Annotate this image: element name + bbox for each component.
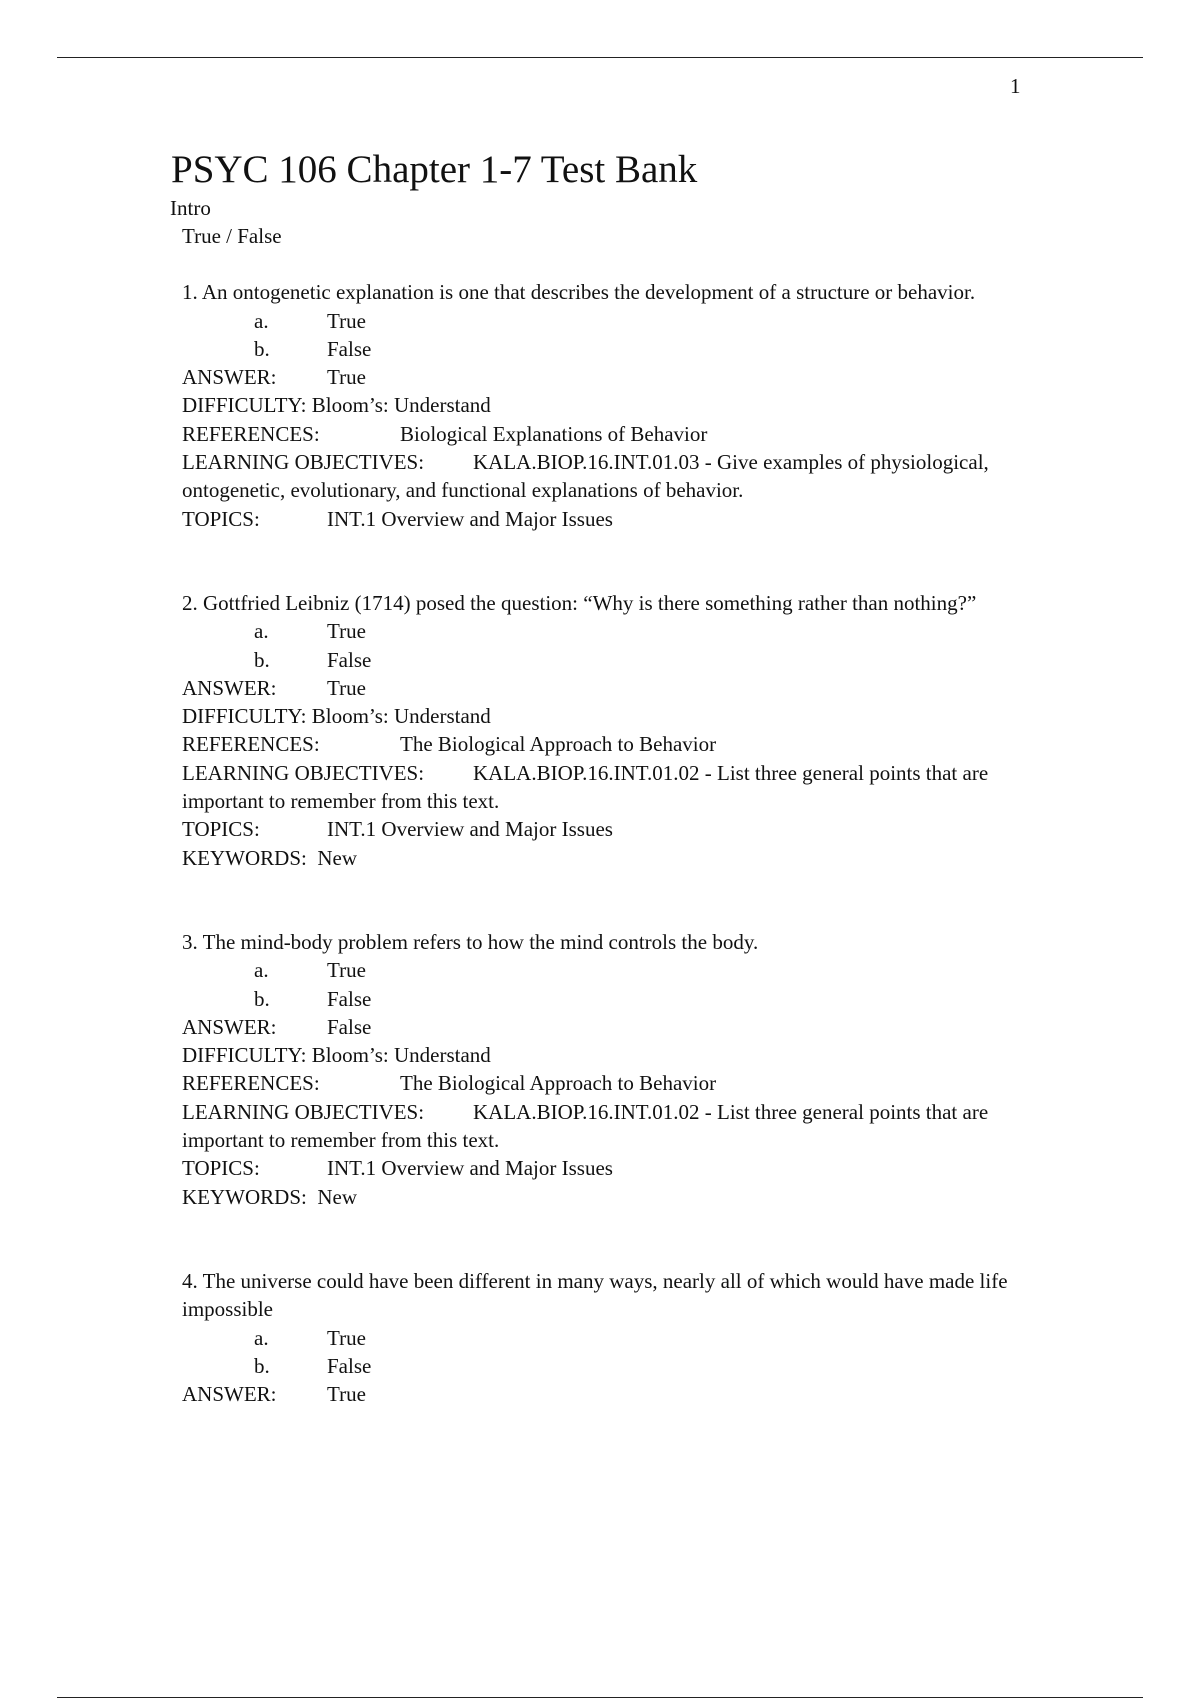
section-heading: Intro (170, 196, 211, 220)
footer-rule (57, 1697, 1143, 1698)
difficulty-label: DIFFICULTY: (182, 1043, 307, 1068)
choice-letter: b. (254, 647, 270, 672)
difficulty-label: DIFFICULTY: (182, 393, 307, 418)
question-4 (182, 1267, 1051, 1408)
keywords-label: KEYWORDS: (182, 845, 307, 870)
answer-label: ANSWER: (182, 365, 277, 390)
question-text: 2. Gottfried Leibniz (1714) posed the question: “Why is there something rather than nothing?” (182, 590, 977, 615)
learning-objectives-value: KALA.BIOP.16.INT.01.02 - List three general points that are important to remember from this text. (182, 760, 989, 814)
keywords-row (182, 844, 1051, 872)
question-text: 1. An ontogenetic explanation is one that describes the development of a structure or behavior. (182, 280, 976, 305)
choice-a (182, 617, 1051, 645)
topics-row (182, 505, 1051, 533)
document-body (171, 146, 1051, 1464)
learning-objectives-value: KALA.BIOP.16.INT.01.03 - Give examples of physiological, ontogenetic, evolutionary, and functional explanations of behavior. (182, 450, 989, 503)
question-text: 4. The universe could have been different in many ways, nearly all of which would have made life impossible (182, 1268, 1008, 1322)
topics-value: INT.1 Overview and Major Issues (327, 817, 613, 842)
answer-value: True (327, 1382, 366, 1407)
references-label: REFERENCES: (182, 421, 320, 446)
question-list (182, 222, 1051, 1408)
choice-letter: b. (254, 336, 270, 361)
references-row (182, 730, 1051, 758)
difficulty-row (182, 702, 1051, 730)
topics-label: TOPICS: (182, 1156, 260, 1181)
question-type-heading: True / False (182, 224, 282, 248)
choice-letter: a. (254, 619, 269, 644)
choice-text: True (327, 1325, 366, 1350)
choice-a (182, 1324, 1051, 1352)
answer-row (182, 674, 1051, 702)
difficulty-label: DIFFICULTY: (182, 704, 307, 729)
question-text: 3. The mind-body problem refers to how the mind controls the body. (182, 929, 759, 954)
difficulty-value: Bloom’s: Understand (311, 393, 491, 418)
keywords-label: KEYWORDS: (182, 1184, 307, 1209)
learning-objectives-row (182, 1098, 1051, 1155)
learning-objectives-label: LEARNING OBJECTIVES: (182, 450, 425, 475)
choice-text: False (327, 1353, 372, 1378)
choice-a (182, 307, 1051, 335)
answer-label: ANSWER: (182, 675, 277, 700)
learning-objectives-label: LEARNING OBJECTIVES: (182, 760, 425, 785)
answer-label: ANSWER: (182, 1382, 277, 1407)
choice-text: True (327, 619, 366, 644)
keywords-row (182, 1183, 1051, 1211)
choice-text: False (327, 336, 372, 361)
references-row (182, 1069, 1051, 1097)
choice-letter: a. (254, 308, 269, 333)
answer-row (182, 363, 1051, 391)
difficulty-value: Bloom’s: Understand (311, 704, 491, 729)
answer-value: False (327, 1014, 372, 1039)
header-rule (57, 57, 1143, 58)
answer-row (182, 1013, 1051, 1041)
choice-text: True (327, 958, 366, 983)
difficulty-value: Bloom’s: Understand (311, 1043, 491, 1068)
learning-objectives-row (182, 448, 1051, 505)
topics-row (182, 815, 1051, 843)
choice-b (182, 1352, 1051, 1380)
choice-b (182, 646, 1051, 674)
learning-objectives-label: LEARNING OBJECTIVES: (182, 1099, 425, 1124)
choice-a (182, 956, 1051, 984)
topics-value: INT.1 Overview and Major Issues (327, 1156, 613, 1181)
choice-text: True (327, 308, 366, 333)
answer-row (182, 1380, 1051, 1408)
keywords-value: New (317, 1184, 357, 1209)
question-1 (182, 278, 1051, 533)
question-2 (182, 589, 1051, 872)
choice-letter: a. (254, 958, 269, 983)
learning-objectives-value: KALA.BIOP.16.INT.01.02 - List three general points that are important to remember from this text. (182, 1099, 989, 1153)
choice-text: False (327, 647, 372, 672)
topics-value: INT.1 Overview and Major Issues (327, 506, 613, 531)
choice-text: False (327, 986, 372, 1011)
question-3 (182, 928, 1051, 1211)
topics-row (182, 1154, 1051, 1182)
choice-letter: b. (254, 1353, 270, 1378)
choice-b (182, 335, 1051, 363)
learning-objectives-row (182, 759, 1051, 816)
references-value: The Biological Approach to Behavior (400, 732, 717, 757)
references-row (182, 420, 1051, 448)
references-value: Biological Explanations of Behavior (400, 421, 708, 446)
references-label: REFERENCES: (182, 1071, 320, 1096)
document-title: PSYC 106 Chapter 1-7 Test Bank (171, 148, 698, 191)
answer-label: ANSWER: (182, 1014, 277, 1039)
answer-value: True (327, 675, 366, 700)
topics-label: TOPICS: (182, 506, 260, 531)
page-number: 1 (1010, 74, 1021, 98)
choice-letter: a. (254, 1325, 269, 1350)
keywords-value: New (317, 845, 357, 870)
choice-b (182, 985, 1051, 1013)
topics-label: TOPICS: (182, 817, 260, 842)
answer-value: True (327, 365, 366, 390)
references-label: REFERENCES: (182, 732, 320, 757)
difficulty-row (182, 391, 1051, 419)
choice-letter: b. (254, 986, 270, 1011)
references-value: The Biological Approach to Behavior (400, 1071, 717, 1096)
difficulty-row (182, 1041, 1051, 1069)
